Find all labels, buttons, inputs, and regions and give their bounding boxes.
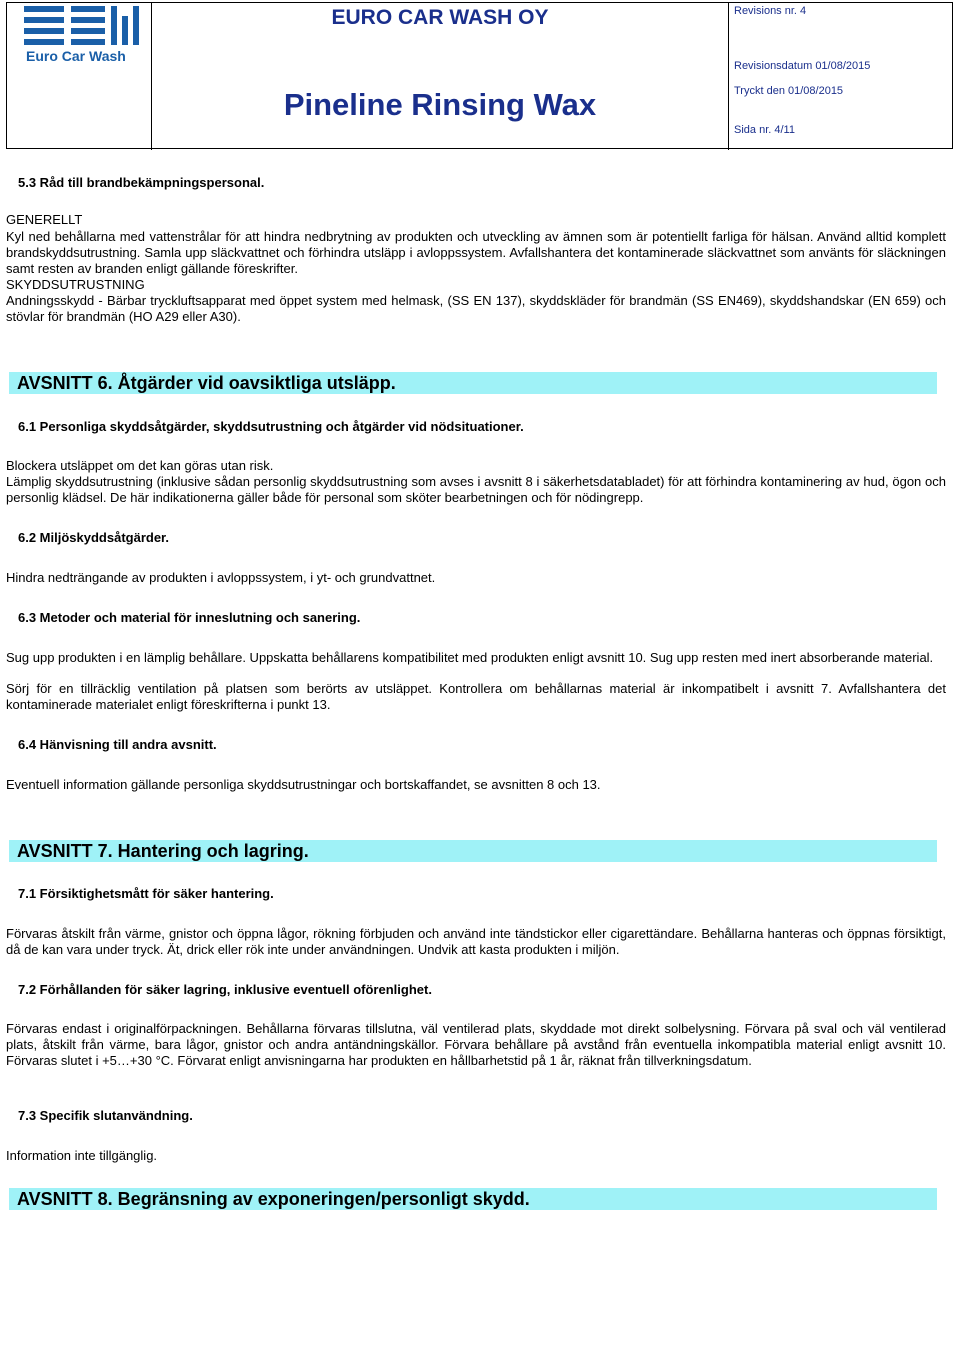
s6-3-heading: 6.3 Metoder och material för inneslutning och sanering. [18,610,361,625]
logo-cell [7,3,152,150]
section-8-bar [9,1188,937,1210]
s6-1-heading: 6.1 Personliga skyddsåtgärder, skyddsutrustning och åtgärder vid nödsituationer. [18,419,524,434]
s6-2-heading: 6.2 Miljöskyddsåtgärder. [18,530,170,545]
s6-2-text: Hindra nedträngande av produkten i avloppssystem, i yt- och grundvattnet. [6,570,436,585]
s7-2-text: Förvaras endast i originalförpackningen. Behållarna förvaras tillslutna, väl ventilerad plats, skyddade mot direkt solbelysning. Förvara på sval och väl ventilerad plats, åtskilt från värme, bara lågor, gnistor och andra antändningskällor. Förvara behållare på avstånd från eventuella inkompatibla material enligt avsnitt 10. Förvaras slutet i +5…+30 °C. Förvarat enligt anvisningarna har produkten en hållbarhetstid på 1 år, räknat från tillverkningsdatum. [6,1021,946,1068]
s6-3-line1: Sug upp produkten i en lämplig behållare. Uppskatta behållarens kompatibilitet med produkten enligt avsnitt 10. Sug upp resten med inert absorberande material. [6,650,934,665]
s7-3-text: Information inte tillgänglig. [6,1148,158,1163]
company-name: EURO CAR WASH OY [331,6,549,29]
meta-cell [729,3,952,150]
s7-3-heading: 7.3 Specifik slutanvändning. [18,1108,193,1123]
s6-3-line2: Sörj för en tillräcklig ventilation på platsen som berörts av utsläppet. Kontrollera om behållarnas material är inkompatibelt i avsnitt 7. Avfallshantera det kontaminerade materialet enligt föreskrifterna i punkt 13. [6,681,946,712]
document-header [6,2,953,149]
s7-1-text: Förvaras åtskilt från värme, gnistor och öppna lågor, rökning förbjuden och använd inte tändstickor eller cigarettändare. Behållarna hanteras och öppnas försiktigt, då de kan vara under tryck. Ät, drick eller rök inte under användningen. Undvik att kasta produkten i miljön. [6,926,946,957]
s6-1-line1: Blockera utsläppet om det kan göras utan risk. [6,458,274,473]
equipment-label: SKYDDSUTRUSTNING [6,277,145,292]
section-8-title: AVSNITT 8. Begränsning av exponeringen/personligt skydd. [17,1189,530,1209]
section-6-bar [9,372,937,394]
s7-2-heading: 7.2 Förhållanden för säker lagring, inklusive eventuell oförenlighet. [18,982,432,997]
section-7-bar [9,840,937,862]
s7-1-heading: 7.1 Försiktighetsmått för säker hantering. [18,886,274,901]
equipment-text: Andningsskydd - Bärbar tryckluftsapparat med öppet system med helmask, (SS EN 137), skyddskläder för brandmän (SS EN469), skyddshandskar (EN 659) och stövlar för brandmän (HO A29 eller A30). [6,293,946,324]
logo-caption: Euro Car Wash [26,48,126,64]
general-text: Kyl ned behållarna med vattenstrålar för att hindra nedbrytning av produkten och utveckling av ämnen som är potentiellt farliga för hälsan. Använd alltid komplett brandskyddsutrustning. Samla upp släckvattnet och förhindra utsläpp i avloppssystem. Avfallshantera det kontaminerade släckvattnet som använts för släckningen samt resten av branden enligt gällande föreskrifter. [6,229,946,276]
section-7-title: AVSNITT 7. Hantering och lagring. [17,841,309,861]
s5-3-heading: 5.3 Råd till brandbekämpningspersonal. [18,175,265,190]
page-number: Sida nr. 4/11 [734,124,795,136]
section-6-title: AVSNITT 6. Åtgärder vid oavsiktliga utsläpp. [17,373,396,393]
revision-date: Revisionsdatum 01/08/2015 [734,60,871,72]
product-name: Pineline Rinsing Wax [283,87,597,122]
general-label: GENERELLT [6,212,83,227]
s6-1-line2: Lämplig skyddsutrustning (inklusive sådan personlig skyddsutrustning som avses i avsnitt 8 i säkerhetsdatabladet) för att förhindra kontaminering av hud, ögon och personlig klädsel. De här indikationerna gäller både för personal som sköter bearbetningen och för nödingrepp. [6,474,946,505]
s6-4-text: Eventuell information gällande personliga skyddsutrustningar och bortskaffandet, se avsnitten 8 och 13. [6,777,601,792]
revision-number: Revisions nr. 4 [734,5,807,17]
s6-4-heading: 6.4 Hänvisning till andra avsnitt. [18,737,217,752]
print-date: Tryckt den 01/08/2015 [734,85,844,97]
title-cell [152,3,729,150]
